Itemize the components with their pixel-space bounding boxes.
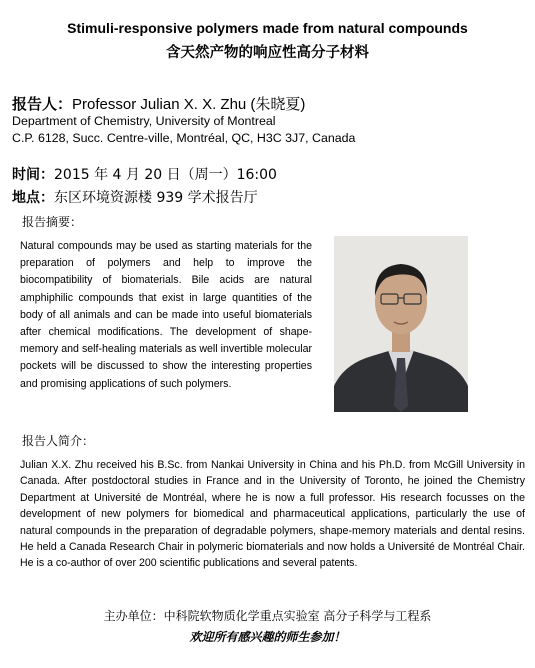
time-label: 时间： [12, 167, 54, 183]
place-label: 地点： [12, 190, 54, 206]
title-english: Stimuli-responsive polymers made from natural compounds [67, 20, 468, 36]
speaker-line [12, 93, 305, 114]
bio-text: Julian X.X. Zhu received his B.Sc. from Nankai University in China and his Ph.D. from McGill University in Canada. After postdoctoral studies in France and in the University of Toronto, he joined the Chemistry Department at Université de Montréal, where he is now a full professor. His research focusses on the development of new polymers for biomedical and pharmaceutical applications, particularly the use of natural compounds in the preparation of degradable polymers, shape-memory materials and dental resins. He held a Canada Research Chair in polymeric biomaterials and now holds a Université de Montréal Chair. He is a co-author of over 200 scientific publications and several patents. [20, 459, 525, 570]
time-line [12, 164, 277, 184]
speaker-label: 报告人： [12, 95, 73, 113]
welcome-line: 欢迎所有感兴趣的师生参加！ [189, 630, 346, 644]
speaker-name: Professor Julian X. X. Zhu (朱晓夏) [72, 96, 306, 113]
abstract-heading: 报告摘要： [22, 215, 83, 229]
speaker-portrait-icon [334, 236, 468, 412]
speaker-department: Department of Chemistry, University of Montreal [12, 114, 276, 128]
bio-heading: 报告人简介： [22, 434, 95, 448]
place-value: 东区环境资源楼 939 学术报告厅 [54, 190, 258, 206]
speaker-address: C.P. 6128, Succ. Centre-ville, Montréal, QC, H3C 3J7, Canada [12, 131, 356, 145]
speaker-photo [334, 236, 468, 412]
host-line: 主办单位：中科院软物质化学重点实验室 高分子科学与工程系 [103, 609, 432, 623]
time-value: 2015 年 4 月 20 日（周一）16:00 [54, 167, 277, 183]
abstract-text: Natural compounds may be used as starting materials for the preparation of polymers and help to improve the biocompatibility of biomaterials. Bile acids are natural amphiphilic compounds that exist in large quantities of the body of all animals and can be made into useful biomaterials after chemical modifications. The development of shape-memory and self-healing materials as well invertible molecular pockets will be discussed to show the interesting properties and promising applications of such polymers. [20, 240, 312, 390]
title-chinese: 含天然产物的响应性高分子材料 [166, 45, 369, 61]
place-line [12, 187, 258, 207]
